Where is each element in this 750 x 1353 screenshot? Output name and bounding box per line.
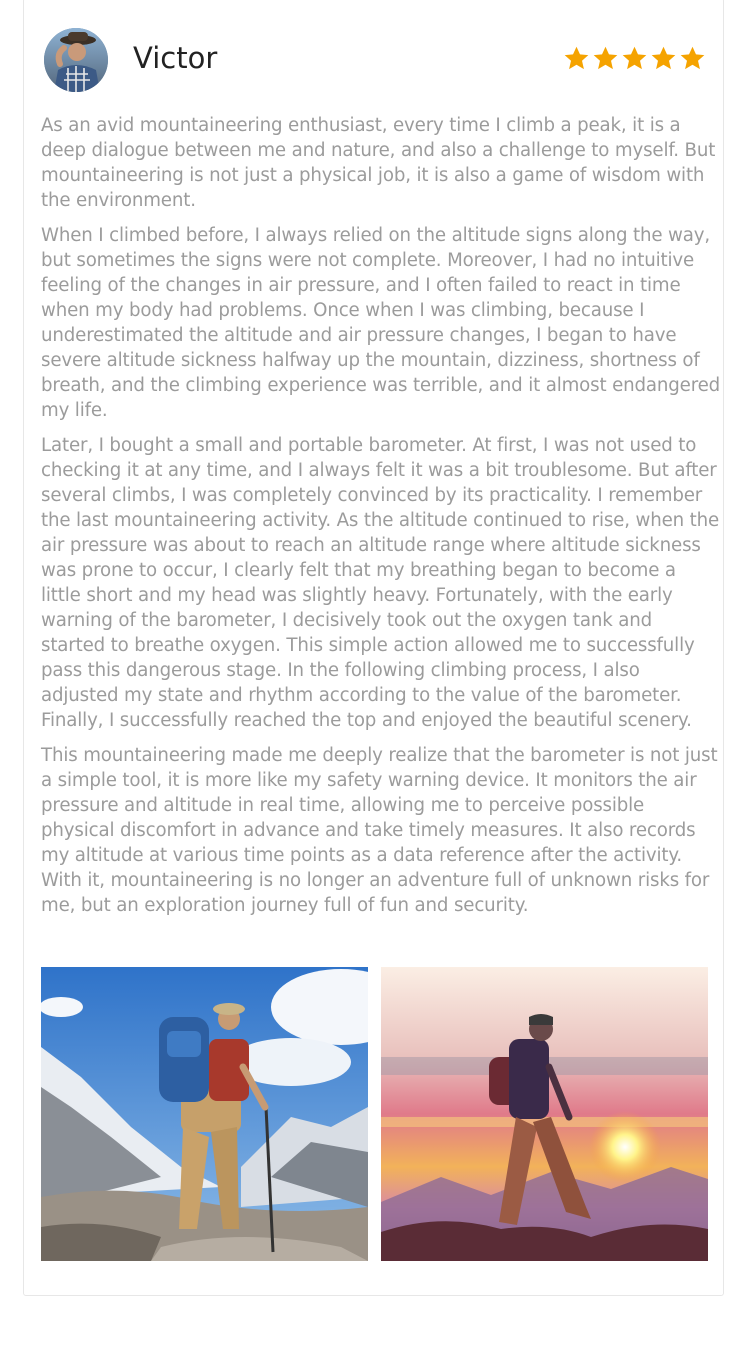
review-paragraph: Later, I bought a small and portable barometer. At first, I was not used to checking it at any time, and I always felt it was a bit troublesome. But after several climbs, I was completely convinced by its practicality. I remember the last mountaineering activity. As the altitude continued to rise, when the air pressure was about to reach an altitude range where altitude sickness was prone to occur, I clearly felt that my breathing began to become a little short and my head was slightly heavy. Fortunately, with the early warning of the barometer, I decisively took out the oxygen tank and started to breathe oxygen. This simple action allowed me to successfully pass this dangerous stage. In the following climbing process, I also adjusted my state and rhythm according to the value of the barometer. Finally, I successfully reached the top and enjoyed the beautiful scenery.: [41, 435, 720, 731]
hiker-sunset-silhouette-image: [381, 967, 708, 1261]
star-rating: [563, 45, 706, 72]
review-text: [41, 113, 721, 928]
star-icon: [621, 45, 648, 72]
star-icon: [563, 45, 590, 72]
review-photo-1[interactable]: [41, 967, 368, 1261]
avatar[interactable]: [44, 28, 108, 92]
review-paragraph: This mountaineering made me deeply realize that the barometer is not just a simple tool, it is more like my safety warning device. It monitors the air pressure and altitude in real time, allowing me to perceive possible physical discomfort in advance and take timely measures. It also records my altitude at various time points as a data reference after the activity. With it, mountaineering is no longer an adventure full of unknown risks for me, but an exploration journey full of fun and security.: [41, 745, 718, 916]
review-paragraph: When I climbed before, I always relied on the altitude signs along the way, but sometimes the signs were not complete. Moreover, I had no intuitive feeling of the changes in air pressure, and I often failed to react in time when my body had problems. Once when I was climbing, because I underestimated the altitude and air pressure changes, I began to have severe altitude sickness halfway up the mountain, dizziness, shortness of breath, and the climbing experience was terrible, and it almost endangered my life.: [41, 225, 721, 421]
reviewer-name: Victor: [133, 41, 218, 75]
star-icon: [650, 45, 677, 72]
star-icon: [679, 45, 706, 72]
star-icon: [592, 45, 619, 72]
review-photo-2[interactable]: [381, 967, 708, 1261]
hiker-snowy-mountains-image: [41, 967, 368, 1261]
review-paragraph: As an avid mountaineering enthusiast, every time I climb a peak, it is a deep dialogue between me and nature, and also a challenge to myself. But mountaineering is not just a physical job, it is also a game of wisdom with the environment.: [41, 115, 716, 211]
